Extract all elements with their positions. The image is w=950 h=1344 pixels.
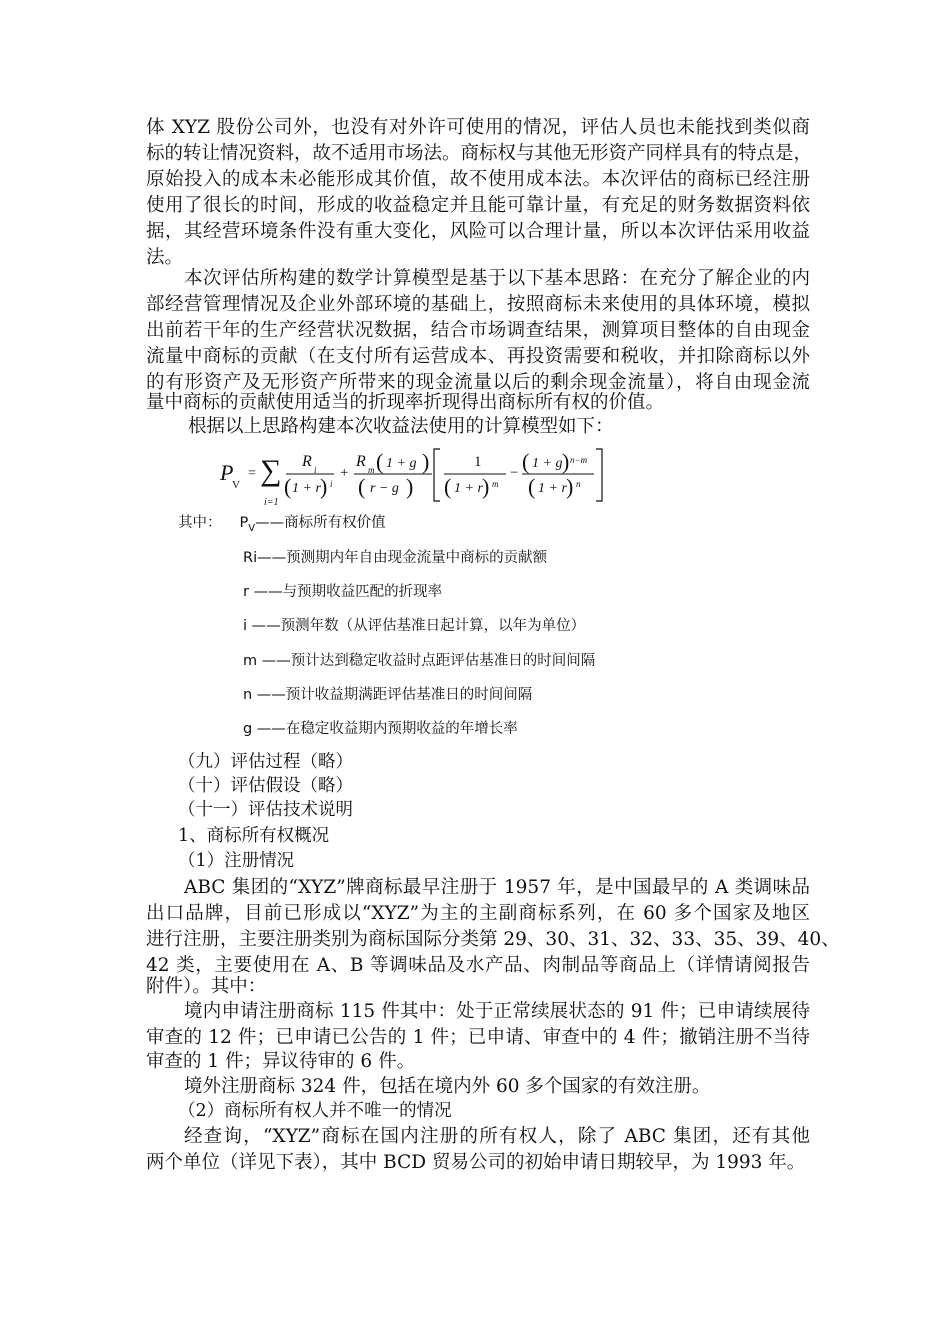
text-line: 的有形资产及无形资产所带来的现金流量以后的剩余现金流量），将自由现金流 bbox=[146, 372, 810, 393]
paren-right: ) bbox=[422, 449, 430, 474]
formula-sum-index: i=1 bbox=[264, 497, 279, 508]
formula-r-m: R bbox=[356, 453, 366, 470]
definition-n: n ——预计收益期满距评估基准日的时间间隔 bbox=[243, 687, 533, 703]
bracket-right bbox=[596, 449, 602, 501]
text-line: 量中商标的贡献使用适当的折现率折现得出商标所有权的价值。 bbox=[146, 392, 665, 413]
formula-growth: 1 + g bbox=[386, 456, 417, 471]
text-line: 流量中商标的贡献（在支付所有运营成本、再投资需要和税收，并扣除商标以外 bbox=[146, 346, 810, 367]
section-heading-9: （九）评估过程（略） bbox=[178, 752, 353, 772]
definition-ri: Ri——预测期内年自由现金流量中商标的贡献额 bbox=[243, 550, 548, 566]
paren-right: ) bbox=[562, 449, 570, 474]
formula-minus: − bbox=[510, 465, 519, 481]
formula-exp-i: i bbox=[330, 479, 333, 489]
formula-den1: 1 + r bbox=[292, 481, 321, 496]
formula-v-sub: V bbox=[232, 479, 240, 491]
pv-symbol: P bbox=[239, 515, 249, 531]
text-line: 审查的 12 件；已申请已公告的 1 件；已申请、审查中的 4 件；撤销注册不当待 bbox=[146, 1027, 810, 1048]
text-line: 体 XYZ 股份公司外，也没有对外许可使用的情况，评估人员也未能找到类似商 bbox=[146, 117, 810, 138]
text-line: 42 类，主要使用在 A、B 等调味品及水产品、肉制品等商品上（详情请阅报告 bbox=[146, 955, 810, 976]
formula-den3: 1 + r bbox=[454, 481, 483, 496]
paren-left: ( bbox=[522, 449, 530, 474]
subsection-heading-registration: （1）注册情况 bbox=[178, 851, 295, 871]
where-lead-pv bbox=[178, 513, 386, 539]
formula-exp-m: m bbox=[492, 479, 499, 489]
formula-intro: 根据以上思路构建本次收益法使用的计算模型如下： bbox=[188, 416, 614, 437]
bracket-left bbox=[434, 449, 440, 501]
text-line: 审查的 1 件；异议待审的 6 件。 bbox=[146, 1051, 416, 1072]
text-line: 出口品牌，目前已形成以“XYZ”为主的主副商标系列，在 60 多个国家及地区 bbox=[146, 903, 810, 924]
pv-desc: ——商标所有权价值 bbox=[255, 515, 386, 531]
formula-r-num: R bbox=[302, 453, 312, 470]
pv-sub: V bbox=[248, 522, 256, 534]
text-line: ABC 集团的“XYZ”牌商标最早注册于 1957 年，是中国最早的 A 类调味品 bbox=[184, 877, 810, 898]
valuation-formula bbox=[210, 437, 630, 509]
formula-growth2: 1 + g bbox=[532, 456, 563, 471]
text-line: 使用了很长的时间，形成的收益稳定并且能可靠计量，有充足的财务数据资料依 bbox=[146, 195, 810, 216]
paren-left: ( bbox=[284, 474, 292, 499]
formula-exp-nm: n−m bbox=[570, 455, 588, 465]
section-heading-10: （十）评估假设（略） bbox=[178, 776, 353, 796]
paragraph-overseas: 境外注册商标 324 件，包括在境内外 60 多个国家的有效注册。 bbox=[184, 1076, 711, 1097]
text-line: 标的转让情况资料，故不适用市场法。商标权与其他无形资产同样具有的特点是， bbox=[146, 143, 813, 164]
paren-left: ( bbox=[444, 474, 452, 499]
paren-right: ) bbox=[320, 474, 328, 499]
definition-g: g ——在稳定收益期内预期收益的年增长率 bbox=[243, 721, 518, 737]
formula-den2: r − g bbox=[370, 481, 399, 496]
formula-equals: = bbox=[248, 466, 256, 481]
formula-i-sub: i bbox=[314, 465, 317, 475]
text-line: 部经营管理情况及企业外部环境的基础上，按照商标未来使用的具体环境，模拟 bbox=[146, 294, 810, 315]
text-line: 据，其经营环境条件没有重大变化，风险可以合理计量，所以本次评估采用收益 bbox=[146, 221, 810, 242]
paren-left: ( bbox=[358, 474, 366, 499]
formula-one: 1 bbox=[474, 454, 482, 470]
paren-left: ( bbox=[528, 474, 536, 499]
subsection-heading-owners: （2）商标所有权人并不唯一的情况 bbox=[178, 1101, 452, 1121]
definition-r: r ——与预期收益匹配的折现率 bbox=[243, 584, 443, 600]
formula-exp-n: n bbox=[576, 479, 581, 489]
paren-left: ( bbox=[376, 449, 384, 474]
text-line: 出前若干年的生产经营状况数据，结合市场调查结果，测算项目整体的自由现金 bbox=[146, 320, 810, 341]
formula-m-sub: m bbox=[368, 465, 375, 475]
text-line: 本次评估所构建的数学计算模型是基于以下基本思路：在充分了解企业的内 bbox=[184, 268, 810, 289]
formula-sum: ∑ bbox=[260, 454, 282, 487]
formula-den4: 1 + r bbox=[538, 481, 567, 496]
formula-p: P bbox=[220, 460, 234, 485]
where-lead: 其中： bbox=[178, 515, 222, 531]
text-line: 经查询，“XYZ”商标在国内注册的所有权人，除了 ABC 集团，还有其他 bbox=[184, 1126, 810, 1147]
text-line: 原始投入的成本未必能形成其价值，故不使用成本法。本次评估的商标已经注册 bbox=[146, 169, 810, 190]
text-line: 境内申请注册商标 115 件其中：处于正常续展状态的 91 件；已申请续展待 bbox=[184, 1001, 810, 1022]
text-line: 进行注册，主要注册类别为商标国际分类第 29、30、31、32、33、35、39、40、 bbox=[146, 929, 840, 950]
paren-right: ) bbox=[406, 474, 414, 499]
formula-svg bbox=[210, 437, 630, 509]
paren-right: ) bbox=[566, 474, 574, 499]
paren-right: ) bbox=[482, 474, 490, 499]
text-line: 附件）。其中： bbox=[146, 976, 267, 997]
definition-m: m ——预计达到稳定收益时点距评估基准日的时间间隔 bbox=[243, 653, 596, 669]
text-line: 两个单位（详见下表），其中 BCD 贸易公司的初始申请日期较早，为 1993 年。 bbox=[146, 1152, 806, 1173]
text-line: 法。 bbox=[146, 247, 184, 268]
definition-i: i ——预测年数（从评估基准日起计算，以年为单位） bbox=[243, 618, 586, 634]
subsection-heading-1: 1、商标所有权概况 bbox=[178, 826, 330, 846]
formula-plus: + bbox=[340, 465, 349, 481]
section-heading-11: （十一）评估技术说明 bbox=[178, 800, 353, 820]
